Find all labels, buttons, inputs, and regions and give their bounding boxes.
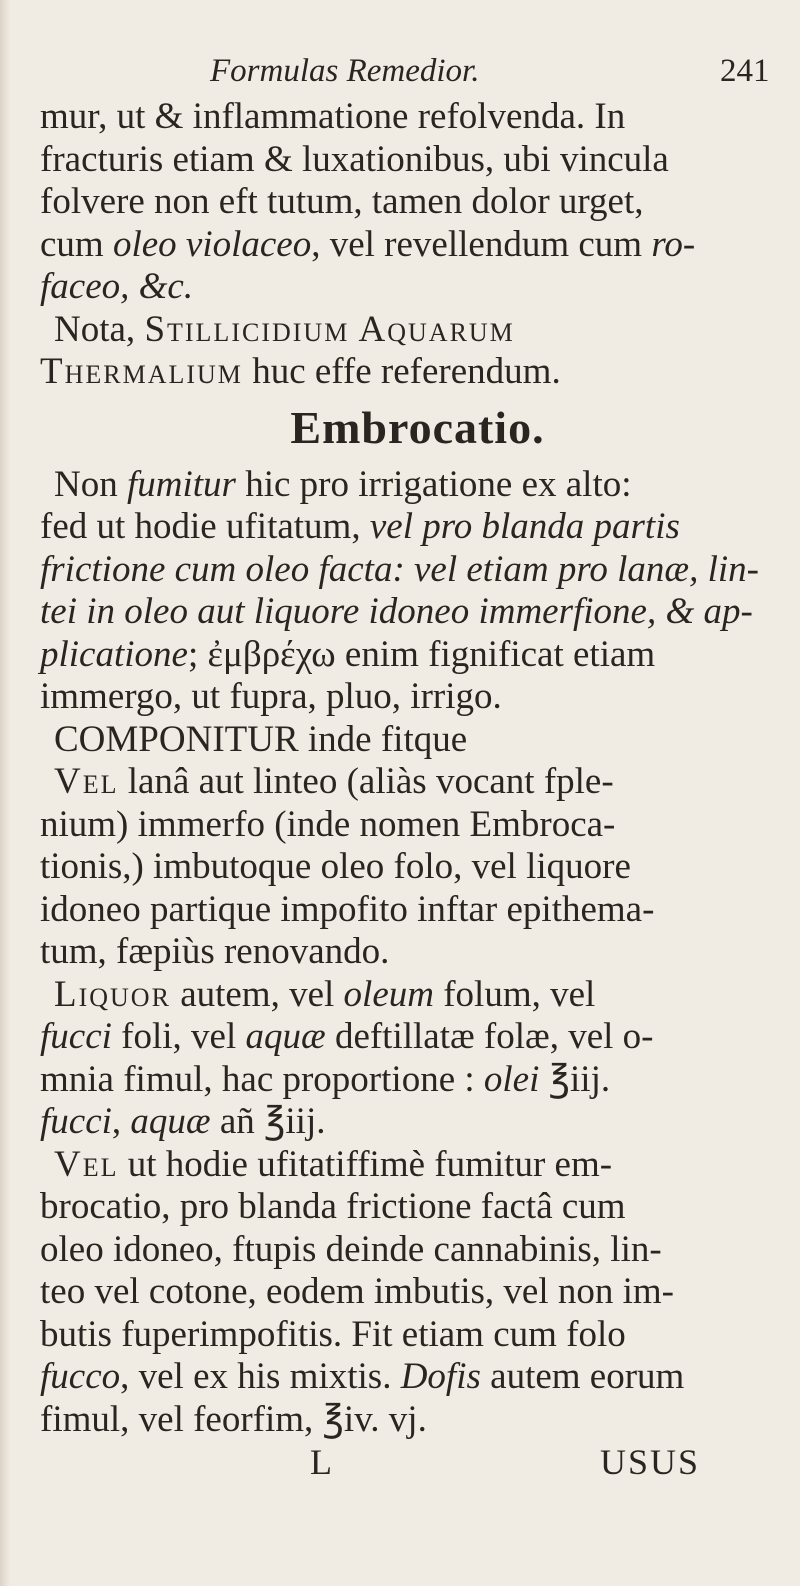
paragraph-usage (40, 1144, 795, 1442)
text-span: , (111, 1101, 131, 1142)
text-span: ut hodie ufitatiffimè fumitur em- (118, 1143, 613, 1185)
book-page (40, 50, 795, 1485)
italic-term: plicatione (40, 633, 188, 675)
text-span: lanâ aut linteo (aliàs vocant fple- (118, 761, 614, 802)
text-span: autem eorum (480, 1356, 685, 1397)
text-line (40, 506, 795, 549)
text-span: , vel revellendum cum (311, 223, 652, 265)
italic-term: aquæ (130, 1101, 211, 1142)
text-span: ℥iij. (539, 1058, 611, 1100)
text-line: butis fuperimpofitis. Fit etiam cum folo (40, 1313, 626, 1355)
smallcaps-term: Liquor (54, 973, 171, 1015)
text-line: fracturis etiam & luxationibus, ubi vincula (40, 138, 669, 180)
text-line: teo vel cotone, eodem imbutis, vel non im- (40, 1271, 675, 1312)
text-line (40, 719, 795, 762)
paragraph-inflammation (40, 96, 795, 309)
text-line: folvere non eft tutum, tamen dolor urget, (40, 181, 644, 222)
text-span: Non (54, 463, 127, 505)
text-span: Nota, (54, 308, 145, 350)
paragraph-preparation (40, 761, 795, 974)
smallcaps-term: Vel (54, 761, 119, 802)
text-line: oleo idoneo, ftupis deinde cannabinis, lin- (40, 1228, 662, 1270)
text-line: tum, fæpiùs renovando. (40, 931, 390, 972)
text-line (40, 974, 795, 1017)
page-footer (40, 1441, 795, 1485)
text-line (40, 309, 795, 352)
italic-term: oleum (343, 973, 434, 1015)
text-line (40, 1356, 795, 1399)
text-span: mnia fimul, hac proportione : (40, 1058, 484, 1100)
italic-term: olei (483, 1058, 540, 1100)
text-span: deftillatæ folæ, vel o- (325, 1016, 654, 1057)
text-line: frictione cum oleo facta: vel etiam pro lanæ, lin- (40, 548, 759, 590)
italic-term: fucci (40, 1016, 112, 1057)
componitur-line (40, 719, 795, 762)
text-span: autem, vel (170, 973, 344, 1015)
italic-term: vel pro blanda partis (369, 506, 680, 547)
text-line: immergo, ut fupra, pluo, irrigo. (40, 676, 502, 717)
text-span: cum (40, 223, 113, 265)
text-line: tionis,) imbutoque oleo folo, vel liquore (40, 846, 631, 887)
smallcaps-term: Thermalium (40, 351, 243, 392)
italic-term: aquæ (245, 1016, 326, 1057)
paragraph-liquor (40, 974, 795, 1144)
text-span: hic pro irrigatione ex alto: (235, 463, 632, 505)
text-line (40, 1144, 795, 1187)
text-line: nium) immerfo (inde nomen Embroca- (40, 803, 616, 845)
text-line (40, 1101, 795, 1144)
text-line (40, 224, 795, 267)
text-span: folum, vel (433, 973, 596, 1015)
text-line: fimul, vel feorfim, ℥iv. vj. (40, 1398, 427, 1440)
smallcaps-term: Stillicidium Aquarum (144, 308, 515, 350)
page-gutter-shadow (0, 0, 10, 1586)
italic-term: fumitur (126, 463, 236, 505)
text-line (40, 351, 795, 394)
caps-term: COMPONITUR (54, 718, 299, 760)
text-line (40, 1016, 795, 1059)
text-span: , vel ex his mixtis. (120, 1356, 401, 1397)
text-line: brocatio, pro blanda frictione factâ cum (40, 1186, 626, 1227)
smallcaps-term: Vel (54, 1143, 119, 1185)
text-span: ; ἐμβρέχω enim fignificat etiam (187, 633, 656, 675)
text-line (40, 464, 795, 507)
text-line: mur, ut & inflammatione refolvenda. In (40, 96, 626, 137)
italic-term: Dofis (400, 1356, 481, 1397)
text-span: fed ut hodie ufitatum, (40, 506, 370, 547)
text-line: faceo, &c. (40, 266, 194, 307)
text-span: huc effe referendum. (242, 351, 561, 392)
italic-term: oleo violaceo (112, 223, 312, 265)
text-span: añ ℥iij. (210, 1101, 326, 1142)
text-line (40, 634, 795, 677)
text-line: tei in oleo aut liquore idoneo immerfione, & ap- (40, 591, 753, 632)
page-header (40, 50, 795, 96)
italic-term: fucco (40, 1356, 121, 1397)
running-head: Formulas Remedior. (210, 53, 480, 89)
text-span: inde fitque (298, 718, 468, 760)
italic-term: ro- (651, 223, 696, 265)
text-span: foli, vel (111, 1016, 246, 1057)
italic-term: fucci (40, 1101, 112, 1142)
paragraph-definition (40, 464, 795, 719)
nota-paragraph (40, 309, 795, 394)
catchword: USUS (600, 1442, 701, 1482)
page-number: 241 (720, 53, 770, 89)
text-line (40, 1059, 795, 1102)
text-line: idoneo partique impofito inftar epithema- (40, 888, 655, 930)
signature-mark: L (310, 1442, 332, 1482)
text-line (40, 761, 795, 804)
section-heading: Embrocatio. (290, 401, 545, 453)
